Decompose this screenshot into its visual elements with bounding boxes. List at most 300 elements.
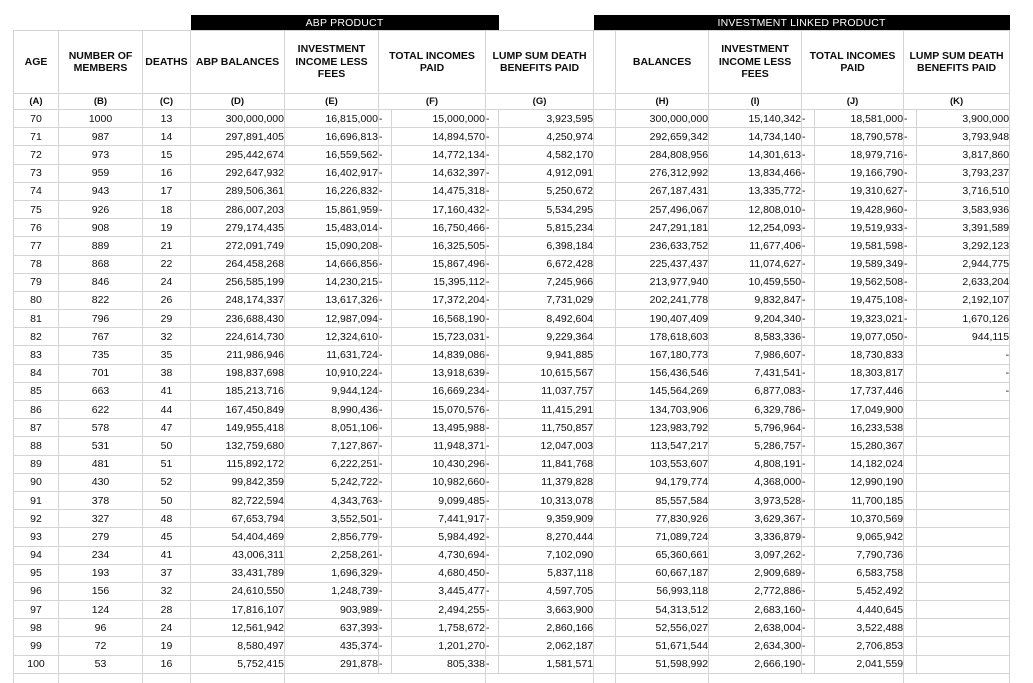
cell-members: 889 xyxy=(59,237,143,255)
cell-age: 71 xyxy=(14,128,59,146)
cell-members: 908 xyxy=(59,219,143,237)
header-abp-balances: ABP BALANCES xyxy=(191,31,285,94)
cell-f: 16,669,234 xyxy=(392,382,486,400)
negative-sign-f: - xyxy=(379,310,392,328)
cell-k xyxy=(917,564,1010,582)
cell-deaths: 24 xyxy=(143,273,191,291)
gutter-cell xyxy=(594,146,616,164)
cell-h: 190,407,409 xyxy=(616,310,709,328)
cell-e: 7,127,867 xyxy=(285,437,379,455)
cell-h: 134,703,906 xyxy=(616,401,709,419)
cell-age: 73 xyxy=(14,164,59,182)
cell-j: 5,452,492 xyxy=(815,582,904,600)
cell-h: 156,436,546 xyxy=(616,364,709,382)
table-row xyxy=(14,455,1010,473)
negative-sign-k: - xyxy=(904,310,917,328)
negative-sign-j: - xyxy=(802,582,815,600)
cell-f: 1,758,672 xyxy=(392,619,486,637)
cell-j: 19,166,790 xyxy=(815,164,904,182)
negative-sign-g: - xyxy=(486,637,499,655)
cell-k: 3,900,000 xyxy=(917,110,1010,128)
negative-sign-g: - xyxy=(486,328,499,346)
cell-e: 15,861,959 xyxy=(285,200,379,218)
letter-c: (C) xyxy=(143,94,191,110)
cell-e: 4,343,763 xyxy=(285,491,379,509)
table-row xyxy=(14,364,1010,382)
table-row xyxy=(14,291,1010,309)
tail-ef xyxy=(285,673,486,683)
cell-k xyxy=(917,401,1010,419)
cell-e: 9,944,124 xyxy=(285,382,379,400)
cell-j: 19,077,050 xyxy=(815,328,904,346)
cell-age: 87 xyxy=(14,419,59,437)
cell-f: 3,445,477 xyxy=(392,582,486,600)
tail-g xyxy=(486,673,594,683)
cell-k: 2,633,204 xyxy=(917,273,1010,291)
band-spacer-gutter xyxy=(499,15,594,31)
cell-g: 9,941,885 xyxy=(499,346,594,364)
letter-a: (A) xyxy=(14,94,59,110)
negative-sign-k: - xyxy=(904,328,917,346)
negative-sign-k: - xyxy=(904,219,917,237)
cell-d: 82,722,594 xyxy=(191,491,285,509)
gutter-cell xyxy=(594,510,616,528)
cell-g: 1,581,571 xyxy=(499,655,594,673)
cell-g: 2,860,166 xyxy=(499,619,594,637)
cell-members: 193 xyxy=(59,564,143,582)
cell-g: 10,313,078 xyxy=(499,491,594,509)
letter-f: (F) xyxy=(379,94,486,110)
band-investment-linked-product: INVESTMENT LINKED PRODUCT xyxy=(594,15,1010,31)
letter-gutter xyxy=(594,94,616,110)
table-row xyxy=(14,419,1010,437)
cell-deaths: 16 xyxy=(143,164,191,182)
cell-f: 15,070,576 xyxy=(392,401,486,419)
negative-sign-j: - xyxy=(802,546,815,564)
cell-d: 54,404,469 xyxy=(191,528,285,546)
cell-g: 4,582,170 xyxy=(499,146,594,164)
negative-sign-j: - xyxy=(802,455,815,473)
cell-d: 300,000,000 xyxy=(191,110,285,128)
cell-d: 115,892,172 xyxy=(191,455,285,473)
cell-i: 12,808,010 xyxy=(709,200,802,218)
negative-sign-j: - xyxy=(802,273,815,291)
table-row xyxy=(14,619,1010,637)
cell-d: 295,442,674 xyxy=(191,146,285,164)
negative-sign-f: - xyxy=(379,637,392,655)
cell-e: 1,248,739 xyxy=(285,582,379,600)
gutter-cell xyxy=(594,382,616,400)
cell-k: - xyxy=(917,346,1010,364)
negative-sign-k xyxy=(904,364,917,382)
cell-g: 4,912,091 xyxy=(499,164,594,182)
cell-age: 82 xyxy=(14,328,59,346)
cell-j: 11,700,185 xyxy=(815,491,904,509)
cell-j: 19,519,933 xyxy=(815,219,904,237)
cell-f: 4,680,450 xyxy=(392,564,486,582)
negative-sign-g: - xyxy=(486,310,499,328)
table-row xyxy=(14,128,1010,146)
cell-e: 15,483,014 xyxy=(285,219,379,237)
cell-f: 1,201,270 xyxy=(392,637,486,655)
cell-age: 98 xyxy=(14,619,59,637)
cell-f: 14,475,318 xyxy=(392,182,486,200)
table-row xyxy=(14,346,1010,364)
gutter-cell xyxy=(594,619,616,637)
cell-deaths: 26 xyxy=(143,291,191,309)
negative-sign-f: - xyxy=(379,564,392,582)
cell-h: 236,633,752 xyxy=(616,237,709,255)
cell-e: 16,226,832 xyxy=(285,182,379,200)
band-abp-product: ABP PRODUCT xyxy=(191,15,499,31)
negative-sign-k xyxy=(904,455,917,473)
cell-g: 12,047,003 xyxy=(499,437,594,455)
negative-sign-g: - xyxy=(486,655,499,673)
cell-deaths: 44 xyxy=(143,401,191,419)
negative-sign-j: - xyxy=(802,528,815,546)
gutter-cell xyxy=(594,110,616,128)
cell-d: 99,842,359 xyxy=(191,473,285,491)
cell-f: 14,772,134 xyxy=(392,146,486,164)
cell-j: 17,737,446 xyxy=(815,382,904,400)
gutter-cell xyxy=(594,601,616,619)
cell-members: 943 xyxy=(59,182,143,200)
cell-k xyxy=(917,528,1010,546)
negative-sign-f: - xyxy=(379,164,392,182)
cell-deaths: 38 xyxy=(143,364,191,382)
cell-k: 3,716,510 xyxy=(917,182,1010,200)
table-row xyxy=(14,182,1010,200)
cell-f: 14,894,570 xyxy=(392,128,486,146)
cell-age: 80 xyxy=(14,291,59,309)
negative-sign-j: - xyxy=(802,510,815,528)
cell-members: 796 xyxy=(59,310,143,328)
header-il-lump-sum-death-benefits-paid: LUMP SUM DEATH BENEFITS PAID xyxy=(904,31,1010,94)
cell-deaths: 19 xyxy=(143,637,191,655)
negative-sign-k xyxy=(904,437,917,455)
negative-sign-g: - xyxy=(486,510,499,528)
cell-h: 85,557,584 xyxy=(616,491,709,509)
gutter-cell xyxy=(594,164,616,182)
gutter-cell xyxy=(594,637,616,655)
cell-f: 15,395,112 xyxy=(392,273,486,291)
cell-age: 92 xyxy=(14,510,59,528)
cell-deaths: 32 xyxy=(143,328,191,346)
cell-e: 637,393 xyxy=(285,619,379,637)
header-abp-investment-income-less-fees: INVESTMENT INCOME LESS FEES xyxy=(285,31,379,94)
cell-f: 10,982,660 xyxy=(392,473,486,491)
letter-i: (I) xyxy=(709,94,802,110)
negative-sign-f: - xyxy=(379,601,392,619)
cell-deaths: 13 xyxy=(143,110,191,128)
cell-k xyxy=(917,546,1010,564)
cell-i: 5,796,964 xyxy=(709,419,802,437)
tail-d xyxy=(191,673,285,683)
cell-age: 72 xyxy=(14,146,59,164)
cell-g: 7,102,090 xyxy=(499,546,594,564)
cell-members: 846 xyxy=(59,273,143,291)
cell-members: 53 xyxy=(59,655,143,673)
cell-e: 12,324,610 xyxy=(285,328,379,346)
negative-sign-g: - xyxy=(486,237,499,255)
cell-d: 167,450,849 xyxy=(191,401,285,419)
table-row xyxy=(14,546,1010,564)
cell-i: 12,254,093 xyxy=(709,219,802,237)
cell-h: 51,598,992 xyxy=(616,655,709,673)
cell-k xyxy=(917,510,1010,528)
cell-k: - xyxy=(917,364,1010,382)
negative-sign-j: - xyxy=(802,601,815,619)
cell-f: 2,494,255 xyxy=(392,601,486,619)
cell-k: 3,583,936 xyxy=(917,200,1010,218)
gutter-cell xyxy=(594,128,616,146)
cell-g: 5,534,295 xyxy=(499,200,594,218)
cell-h: 225,437,437 xyxy=(616,255,709,273)
cell-e: 6,222,251 xyxy=(285,455,379,473)
letter-j: (J) xyxy=(802,94,904,110)
cell-h: 276,312,992 xyxy=(616,164,709,182)
cell-i: 10,459,550 xyxy=(709,273,802,291)
cell-deaths: 52 xyxy=(143,473,191,491)
cell-f: 13,918,639 xyxy=(392,364,486,382)
cell-age: 70 xyxy=(14,110,59,128)
cell-i: 3,973,528 xyxy=(709,491,802,509)
cell-members: 868 xyxy=(59,255,143,273)
negative-sign-j: - xyxy=(802,146,815,164)
cell-g: 11,750,857 xyxy=(499,419,594,437)
cell-f: 13,495,988 xyxy=(392,419,486,437)
cell-e: 10,910,224 xyxy=(285,364,379,382)
cell-e: 2,258,261 xyxy=(285,546,379,564)
cell-age: 77 xyxy=(14,237,59,255)
gutter-cell xyxy=(594,255,616,273)
cell-deaths: 29 xyxy=(143,310,191,328)
cell-age: 74 xyxy=(14,182,59,200)
negative-sign-g: - xyxy=(486,528,499,546)
cell-members: 378 xyxy=(59,491,143,509)
negative-sign-f: - xyxy=(379,182,392,200)
gutter-cell xyxy=(594,273,616,291)
cell-g: 7,731,029 xyxy=(499,291,594,309)
cell-j: 16,233,538 xyxy=(815,419,904,437)
negative-sign-k: - xyxy=(904,255,917,273)
negative-sign-g: - xyxy=(486,491,499,509)
cell-deaths: 14 xyxy=(143,128,191,146)
cell-members: 622 xyxy=(59,401,143,419)
cell-h: 52,556,027 xyxy=(616,619,709,637)
negative-sign-f: - xyxy=(379,546,392,564)
gutter-cell xyxy=(594,491,616,509)
cell-d: 256,585,199 xyxy=(191,273,285,291)
gutter-cell xyxy=(594,182,616,200)
cell-g: 4,250,974 xyxy=(499,128,594,146)
negative-sign-j: - xyxy=(802,346,815,364)
cell-h: 77,830,926 xyxy=(616,510,709,528)
cell-deaths: 51 xyxy=(143,455,191,473)
cell-h: 178,618,603 xyxy=(616,328,709,346)
tail-h xyxy=(616,673,709,683)
cell-i: 4,808,191 xyxy=(709,455,802,473)
tail-k xyxy=(904,673,1010,683)
cell-h: 54,313,512 xyxy=(616,601,709,619)
table-row xyxy=(14,582,1010,600)
negative-sign-f: - xyxy=(379,219,392,237)
gutter-cell xyxy=(594,328,616,346)
cell-g: 11,415,291 xyxy=(499,401,594,419)
cell-i: 11,677,406 xyxy=(709,237,802,255)
cell-k xyxy=(917,437,1010,455)
cell-k xyxy=(917,491,1010,509)
cell-d: 8,580,497 xyxy=(191,637,285,655)
cell-members: 663 xyxy=(59,382,143,400)
cell-e: 14,666,856 xyxy=(285,255,379,273)
cell-f: 9,099,485 xyxy=(392,491,486,509)
cell-f: 16,568,190 xyxy=(392,310,486,328)
cell-g: 11,841,768 xyxy=(499,455,594,473)
cell-d: 224,614,730 xyxy=(191,328,285,346)
negative-sign-j: - xyxy=(802,437,815,455)
cell-d: 33,431,789 xyxy=(191,564,285,582)
negative-sign-f: - xyxy=(379,582,392,600)
projection-table xyxy=(13,15,1010,683)
cell-e: 16,559,562 xyxy=(285,146,379,164)
cell-d: 279,174,435 xyxy=(191,219,285,237)
cell-age: 88 xyxy=(14,437,59,455)
cell-h: 145,564,269 xyxy=(616,382,709,400)
gutter-cell xyxy=(594,437,616,455)
cell-age: 99 xyxy=(14,637,59,655)
cell-f: 17,160,432 xyxy=(392,200,486,218)
cell-deaths: 50 xyxy=(143,437,191,455)
cell-age: 90 xyxy=(14,473,59,491)
cell-j: 2,706,853 xyxy=(815,637,904,655)
cell-j: 18,303,817 xyxy=(815,364,904,382)
cell-age: 86 xyxy=(14,401,59,419)
negative-sign-k xyxy=(904,528,917,546)
table-row xyxy=(14,110,1010,128)
cell-i: 13,335,772 xyxy=(709,182,802,200)
negative-sign-f: - xyxy=(379,237,392,255)
cell-deaths: 19 xyxy=(143,219,191,237)
negative-sign-j: - xyxy=(802,564,815,582)
negative-sign-j: - xyxy=(802,128,815,146)
cell-i: 4,368,000 xyxy=(709,473,802,491)
cell-d: 289,506,361 xyxy=(191,182,285,200)
cell-f: 7,441,917 xyxy=(392,510,486,528)
negative-sign-j: - xyxy=(802,164,815,182)
tail-c xyxy=(143,673,191,683)
table-row xyxy=(14,401,1010,419)
cell-d: 149,955,418 xyxy=(191,419,285,437)
cell-h: 247,291,181 xyxy=(616,219,709,237)
negative-sign-j: - xyxy=(802,401,815,419)
negative-sign-g: - xyxy=(486,455,499,473)
cell-members: 124 xyxy=(59,601,143,619)
gutter-cell xyxy=(594,528,616,546)
cell-g: 6,398,184 xyxy=(499,237,594,255)
cell-k: 3,391,589 xyxy=(917,219,1010,237)
cell-d: 132,759,680 xyxy=(191,437,285,455)
negative-sign-j: - xyxy=(802,637,815,655)
header-age: AGE xyxy=(14,31,59,94)
cell-i: 7,986,607 xyxy=(709,346,802,364)
negative-sign-k xyxy=(904,546,917,564)
negative-sign-f: - xyxy=(379,510,392,528)
tail-a xyxy=(14,673,59,683)
cell-i: 9,832,847 xyxy=(709,291,802,309)
cell-deaths: 35 xyxy=(143,346,191,364)
cell-deaths: 17 xyxy=(143,182,191,200)
cell-d: 43,006,311 xyxy=(191,546,285,564)
cell-d: 67,653,794 xyxy=(191,510,285,528)
negative-sign-g: - xyxy=(486,164,499,182)
negative-sign-j: - xyxy=(802,328,815,346)
table-row xyxy=(14,491,1010,509)
negative-sign-f: - xyxy=(379,382,392,400)
negative-sign-k: - xyxy=(904,237,917,255)
cell-h: 284,808,956 xyxy=(616,146,709,164)
cell-deaths: 18 xyxy=(143,200,191,218)
header-abp-total-incomes-paid: TOTAL INCOMES PAID xyxy=(379,31,486,94)
gutter-cell xyxy=(594,364,616,382)
cell-f: 4,730,694 xyxy=(392,546,486,564)
cell-k xyxy=(917,637,1010,655)
cell-h: 103,553,607 xyxy=(616,455,709,473)
cell-d: 292,647,932 xyxy=(191,164,285,182)
cell-k xyxy=(917,419,1010,437)
negative-sign-j: - xyxy=(802,310,815,328)
cell-i: 14,301,613 xyxy=(709,146,802,164)
negative-sign-k xyxy=(904,491,917,509)
cell-k xyxy=(917,582,1010,600)
cell-age: 95 xyxy=(14,564,59,582)
table-row xyxy=(14,200,1010,218)
negative-sign-k xyxy=(904,346,917,364)
cell-h: 94,179,774 xyxy=(616,473,709,491)
cell-age: 100 xyxy=(14,655,59,673)
cell-members: 822 xyxy=(59,291,143,309)
cell-g: 5,815,234 xyxy=(499,219,594,237)
cell-h: 267,187,431 xyxy=(616,182,709,200)
negative-sign-g: - xyxy=(486,219,499,237)
cell-j: 19,323,021 xyxy=(815,310,904,328)
negative-sign-k xyxy=(904,401,917,419)
cell-h: 213,977,940 xyxy=(616,273,709,291)
negative-sign-k xyxy=(904,601,917,619)
cell-h: 113,547,217 xyxy=(616,437,709,455)
cell-i: 3,336,879 xyxy=(709,528,802,546)
negative-sign-f: - xyxy=(379,401,392,419)
gutter-cell xyxy=(594,419,616,437)
cell-deaths: 16 xyxy=(143,655,191,673)
negative-sign-f: - xyxy=(379,619,392,637)
cell-j: 7,790,736 xyxy=(815,546,904,564)
cell-k: 3,292,123 xyxy=(917,237,1010,255)
negative-sign-g: - xyxy=(486,346,499,364)
cell-k: 2,192,107 xyxy=(917,291,1010,309)
negative-sign-f: - xyxy=(379,491,392,509)
negative-sign-f: - xyxy=(379,328,392,346)
gutter-cell xyxy=(594,310,616,328)
cell-deaths: 15 xyxy=(143,146,191,164)
negative-sign-j: - xyxy=(802,364,815,382)
cell-members: 578 xyxy=(59,419,143,437)
cell-deaths: 32 xyxy=(143,582,191,600)
negative-sign-f: - xyxy=(379,437,392,455)
cell-members: 327 xyxy=(59,510,143,528)
cell-k xyxy=(917,601,1010,619)
negative-sign-k xyxy=(904,619,917,637)
